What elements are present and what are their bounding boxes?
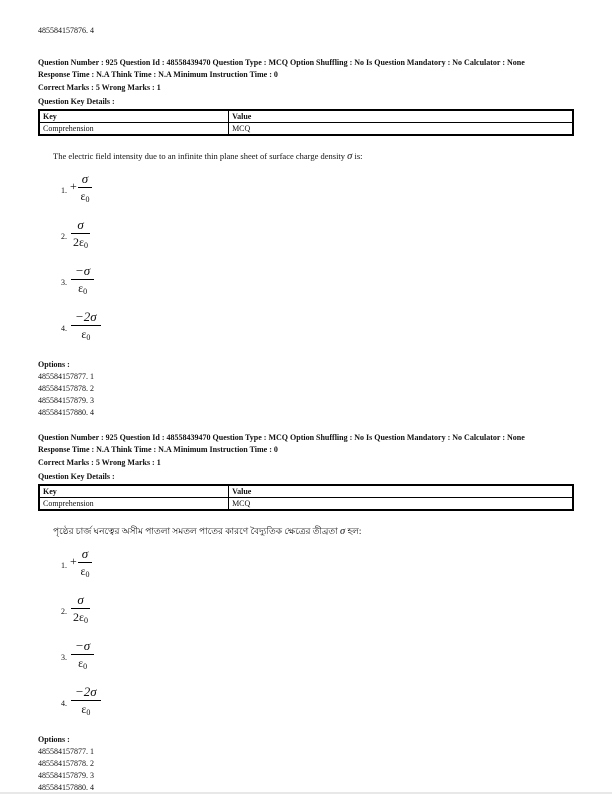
option-id-4: 485584157880. 4: [38, 783, 94, 792]
answer-option-4: [61, 309, 574, 342]
epsilon-symbol: ε: [79, 235, 85, 249]
denominator-coefficient: 2: [73, 235, 79, 249]
fraction-denominator: [71, 234, 90, 250]
question-text: [53, 525, 574, 538]
fraction: [78, 171, 92, 204]
fraction: [71, 217, 90, 250]
question-meta-line-2: Response Time : N.A Think Time : N.A Minimum Instruction Time : 0: [38, 69, 278, 79]
epsilon-subscript: 0: [85, 570, 90, 579]
epsilon-symbol: ε: [80, 564, 86, 578]
epsilon-subscript: 0: [86, 333, 91, 342]
answer-option-1: [61, 546, 574, 579]
question-text-after: is:: [352, 151, 363, 161]
question-text-before: পৃষ্ঠের চার্জ ঘনত্বের অসীম পাতলা সমতল পাতের কারণে বৈদ্যুতিক ক্ষেত্রের তীব্রতা: [53, 526, 340, 536]
fraction-denominator: [78, 563, 92, 579]
question-meta-line-1: Question Number : 925 Question Id : 48558439470 Question Type : MCQ Option Shuffling : No Is Question Mandatory : No Calculator : None: [38, 58, 525, 67]
table-cell-value: MCQ: [229, 498, 573, 511]
epsilon-subscript: 0: [84, 616, 89, 625]
epsilon-subscript: 0: [86, 708, 91, 717]
fraction-numerator: σ: [78, 171, 92, 188]
question-text: [53, 150, 574, 163]
fraction: [71, 684, 101, 717]
sigma-symbol: σ: [340, 526, 346, 537]
epsilon-symbol: ε: [79, 610, 85, 624]
fraction-denominator: [71, 701, 101, 717]
table-header-key: Key: [39, 110, 229, 123]
option-number: 2.: [61, 232, 67, 241]
epsilon-symbol: ε: [78, 656, 84, 670]
question-block-1: [38, 57, 574, 419]
epsilon-symbol: ε: [81, 327, 87, 341]
fraction: [71, 263, 94, 296]
fraction-numerator: −σ: [71, 638, 94, 655]
answer-option-2: [61, 592, 574, 625]
option-number: 3.: [61, 278, 67, 287]
table-row: [39, 123, 573, 136]
table-header-key: Key: [39, 485, 229, 498]
table-header-value: Value: [229, 110, 573, 123]
options-label: Options :: [38, 735, 70, 744]
options-label: Options :: [38, 360, 70, 369]
fraction-sign: +: [70, 554, 77, 568]
fraction-numerator: σ: [71, 592, 90, 609]
option-id-3: 485584157879. 3: [38, 771, 94, 780]
epsilon-symbol: ε: [81, 702, 87, 716]
document-reference: 485584157876. 4: [38, 26, 94, 35]
table-cell-key: Comprehension: [39, 498, 229, 511]
marks-line: Correct Marks : 5 Wrong Marks : 1: [38, 83, 161, 92]
marks-line: Correct Marks : 5 Wrong Marks : 1: [38, 458, 161, 467]
question-key-details-label: Question Key Details :: [38, 471, 115, 481]
epsilon-subscript: 0: [83, 287, 88, 296]
table-header-row: [39, 110, 573, 123]
key-value-table: [38, 109, 574, 136]
question-key-details-label: Question Key Details :: [38, 96, 115, 106]
table-header-row: [39, 485, 573, 498]
option-id-3: 485584157879. 3: [38, 396, 94, 405]
fraction-numerator: σ: [71, 217, 90, 234]
option-id-1: 485584157877. 1: [38, 372, 94, 381]
answer-option-4: [61, 684, 574, 717]
fraction-denominator: [71, 655, 94, 671]
question-text-after: হল:: [345, 526, 362, 536]
table-cell-key: Comprehension: [39, 123, 229, 136]
epsilon-subscript: 0: [84, 241, 89, 250]
option-number: 4.: [61, 699, 67, 708]
fraction-sign: +: [70, 179, 77, 193]
fraction-numerator: −2σ: [71, 684, 101, 701]
question-text-before: The electric field intensity due to an infinite thin plane sheet of surface charge density: [53, 151, 348, 161]
answer-option-3: [61, 638, 574, 671]
table-header-value: Value: [229, 485, 573, 498]
key-value-table: [38, 484, 574, 511]
option-number: 2.: [61, 607, 67, 616]
sigma-symbol: σ: [347, 151, 353, 162]
option-number: 1.: [61, 561, 67, 570]
fraction-numerator: −σ: [71, 263, 94, 280]
option-id-2: 485584157878. 2: [38, 384, 94, 393]
epsilon-subscript: 0: [83, 662, 88, 671]
option-id-2: 485584157878. 2: [38, 759, 94, 768]
fraction-numerator: σ: [78, 546, 92, 563]
option-number: 3.: [61, 653, 67, 662]
option-id-1: 485584157877. 1: [38, 747, 94, 756]
answer-option-3: [61, 263, 574, 296]
fraction-numerator: −2σ: [71, 309, 101, 326]
fraction: [71, 638, 94, 671]
denominator-coefficient: 2: [73, 610, 79, 624]
fraction-denominator: [71, 280, 94, 296]
table-row: [39, 498, 573, 511]
question-block-2: [38, 432, 574, 794]
fraction-denominator: [71, 609, 90, 625]
option-number: 1.: [61, 186, 67, 195]
question-meta-line-2: Response Time : N.A Think Time : N.A Minimum Instruction Time : 0: [38, 444, 278, 454]
fraction: [71, 592, 90, 625]
epsilon-subscript: 0: [85, 195, 90, 204]
fraction: [78, 546, 92, 579]
option-id-4: 485584157880. 4: [38, 408, 94, 417]
fraction-denominator: [71, 326, 101, 342]
option-number: 4.: [61, 324, 67, 333]
epsilon-symbol: ε: [80, 189, 86, 203]
question-meta-line-1: Question Number : 925 Question Id : 48558439470 Question Type : MCQ Option Shuffling : No Is Question Mandatory : No Calculator : None: [38, 433, 525, 442]
fraction: [71, 309, 101, 342]
table-cell-value: MCQ: [229, 123, 573, 136]
fraction-denominator: [78, 188, 92, 204]
answer-option-2: [61, 217, 574, 250]
answer-option-1: [61, 171, 574, 204]
epsilon-symbol: ε: [78, 281, 84, 295]
